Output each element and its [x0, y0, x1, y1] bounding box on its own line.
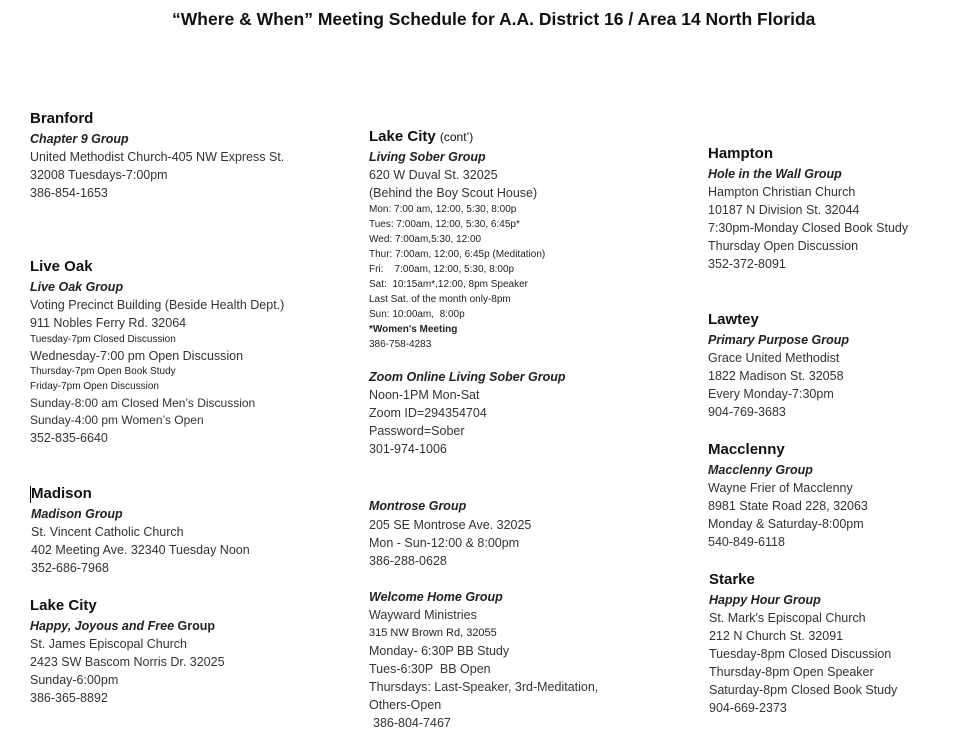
phone-line: 386-804-7467 — [373, 716, 451, 730]
schedule-line: 32008 Tuesdays-7:00pm — [30, 168, 168, 182]
city-heading: Madison — [31, 485, 92, 502]
schedule-line: Others-Open — [369, 698, 442, 712]
schedule-line: Tuesday-7pm Closed Discussion — [30, 334, 176, 345]
phone-line: 904-769-3683 — [708, 405, 786, 419]
section-montrose — [369, 496, 531, 570]
city-heading: Branford — [30, 110, 94, 127]
phone-line: 386-758-4283 — [369, 339, 432, 350]
address-line: 911 Nobles Ferry Rd. 32064 — [30, 316, 187, 330]
schedule-line: Sat: 10:15am*,12:00, 8pm Speaker — [369, 279, 528, 290]
phone-line: 386-288-0628 — [369, 554, 447, 568]
group-name: Live Oak Group — [30, 280, 124, 294]
schedule-line: Thursday-7pm Open Book Study — [30, 366, 176, 377]
address-line: Grace United Methodist — [708, 351, 840, 365]
section-zoom — [369, 368, 566, 458]
schedule-line: 7:30pm-Monday Closed Book Study — [708, 221, 909, 235]
city-heading: Lake City — [30, 597, 97, 614]
group-name: Hole in the Wall Group — [708, 167, 842, 181]
schedule-line: Thur: 7:00am, 12:00, 6:45p (Meditation) — [369, 249, 546, 260]
group-name-italic: Happy, Joyous and Free — [30, 619, 175, 633]
address-line: 620 W Duval St. 32025 — [369, 168, 498, 182]
address-line: St. Mark's Episcopal Church — [709, 611, 866, 625]
schedule-line: Saturday-8pm Closed Book Study — [709, 683, 898, 697]
password-line: Password=Sober — [369, 424, 465, 438]
schedule-line: 402 Meeting Ave. 32340 Tuesday Noon — [31, 543, 250, 557]
group-name: Living Sober Group — [369, 150, 486, 164]
phone-line: 352-686-7968 — [31, 561, 109, 575]
continued-label: (cont’) — [439, 130, 474, 144]
section-starke — [709, 569, 897, 717]
section-lawtey — [708, 309, 849, 421]
section-lake-city-cont — [369, 126, 545, 352]
city-heading: Macclenny — [708, 441, 785, 458]
schedule-line: Wed: 7:00am,5:30, 12:00 — [369, 234, 482, 245]
address-line: St. Vincent Catholic Church — [31, 525, 184, 539]
address-line: 212 N Church St. 32091 — [709, 629, 844, 643]
schedule-line: Last Sat. of the month only-8pm — [369, 294, 511, 305]
schedule-line: Thursday-8pm Open Speaker — [709, 665, 874, 679]
address-line: United Methodist Church-405 NW Express St. — [30, 150, 285, 164]
group-name-suffix: Group — [174, 619, 215, 633]
schedule-line: Tuesday-8pm Closed Discussion — [709, 647, 892, 661]
address-line: St. James Episcopal Church — [30, 637, 188, 651]
address-line: Hampton Christian Church — [708, 185, 856, 199]
section-hampton — [708, 143, 908, 273]
group-name: Madison Group — [31, 507, 123, 521]
schedule-line: Tues-6:30P BB Open — [369, 662, 491, 676]
city-heading: Hampton — [708, 145, 773, 162]
address-line: 1822 Madison St. 32058 — [708, 369, 844, 383]
womens-meeting-note: *Women's Meeting — [369, 324, 458, 335]
zoom-id-line: Zoom ID=294354704 — [369, 406, 487, 420]
schedule-line: Thursday Open Discussion — [708, 239, 859, 253]
schedule-line: Tues: 7:00am, 12:00, 5:30, 6:45p* — [369, 219, 520, 230]
group-name: Primary Purpose Group — [708, 333, 850, 347]
schedule-line: Mon: 7:00 am, 12:00, 5:30, 8:00p — [369, 204, 517, 215]
section-live-oak — [30, 256, 284, 447]
address-line: Voting Precinct Building (Beside Health Dept.) — [30, 298, 285, 312]
section-lake-city — [30, 595, 225, 707]
city-name: Lake City — [369, 128, 436, 145]
schedule-line: Every Monday-7:30pm — [708, 387, 834, 401]
address-line: 10187 N Division St. 32044 — [708, 203, 860, 217]
group-name: Chapter 9 Group — [30, 132, 129, 146]
group-name: Happy Hour Group — [709, 593, 821, 607]
address-line: Wayne Frier of Macclenny — [708, 481, 853, 495]
schedule-line: Monday- 6:30P BB Study — [369, 644, 510, 658]
schedule-line: Mon - Sun-12:00 & 8:00pm — [369, 536, 520, 550]
section-welcome-home — [369, 588, 598, 732]
group-name: Macclenny Group — [708, 463, 813, 477]
schedule-line: Thursdays: Last-Speaker, 3rd-Meditation, — [369, 680, 599, 694]
schedule-line: Noon-1PM Mon-Sat — [369, 388, 480, 402]
address-line: 8981 State Road 228, 32063 — [708, 499, 868, 513]
city-heading: Lawtey — [708, 311, 759, 328]
address-line: 315 NW Brown Rd, 32055 — [369, 627, 497, 639]
phone-line: 386-854-1653 — [30, 186, 108, 200]
page-title: “Where & When” Meeting Schedule for A.A. District 16 / Area 14 North Florida — [172, 9, 816, 29]
schedule-line: Monday & Saturday-8:00pm — [708, 517, 864, 531]
phone-line: 301-974-1006 — [369, 442, 447, 456]
schedule-line: Sun: 10:00am, 8:00p — [369, 309, 465, 320]
group-name — [30, 617, 225, 635]
phone-line: 352-372-8091 — [708, 257, 786, 271]
address-line: 2423 SW Bascom Norris Dr. 32025 — [30, 655, 225, 669]
phone-line: 352-835-6640 — [30, 431, 108, 445]
schedule-line: Sunday-4:00 pm Women’s Open — [30, 413, 204, 427]
schedule-line: Fri: 7:00am, 12:00, 5:30, 8:00p — [369, 264, 515, 275]
city-heading: Live Oak — [30, 258, 93, 275]
section-madison — [31, 483, 250, 577]
city-heading: Starke — [709, 571, 755, 588]
city-heading — [369, 126, 545, 148]
address-line: Wayward Ministries — [369, 608, 477, 622]
schedule-line: Wednesday-7:00 pm Open Discussion — [30, 349, 244, 363]
group-name: Montrose Group — [369, 499, 467, 513]
phone-line: 386-365-8892 — [30, 691, 108, 705]
group-name: Zoom Online Living Sober Group — [369, 370, 566, 384]
address-line: (Behind the Boy Scout House) — [369, 186, 538, 200]
schedule-line: Sunday-6:00pm — [30, 673, 119, 687]
section-branford — [30, 108, 284, 202]
group-name: Welcome Home Group — [369, 590, 503, 604]
section-macclenny — [708, 439, 868, 551]
schedule-line: Sunday-8:00 am Closed Men’s Discussion — [30, 396, 256, 410]
address-line: 205 SE Montrose Ave. 32025 — [369, 518, 532, 532]
schedule-line: Friday-7pm Open Discussion — [30, 381, 159, 392]
phone-line: 540-849-6118 — [708, 535, 785, 549]
phone-line: 904-669-2373 — [709, 701, 787, 715]
